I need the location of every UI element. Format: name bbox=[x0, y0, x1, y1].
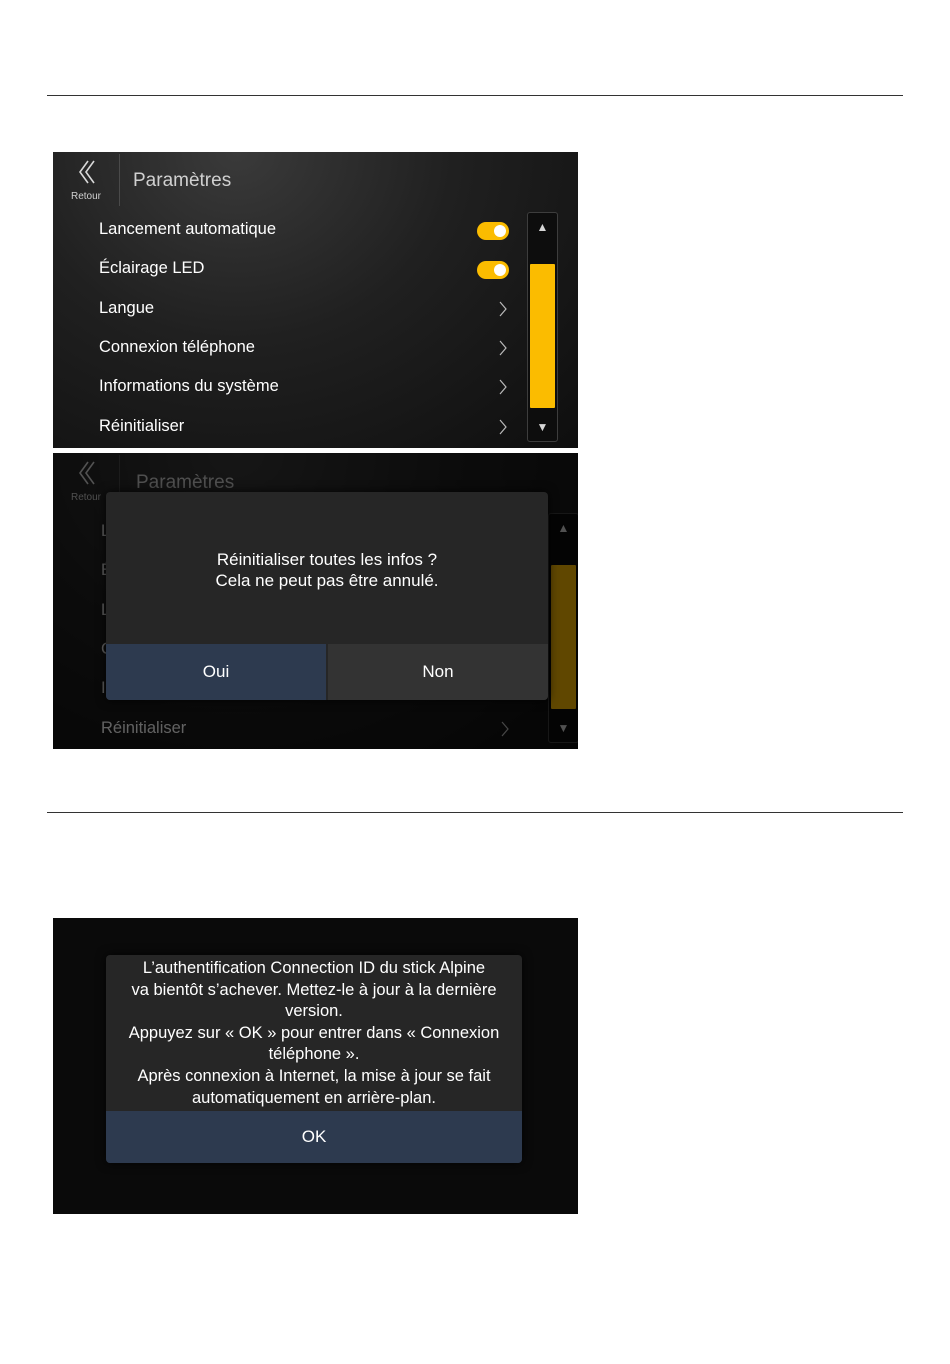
header-divider bbox=[119, 154, 120, 206]
page-title: Paramètres bbox=[133, 170, 232, 191]
no-button[interactable]: Non bbox=[328, 644, 548, 700]
scroll-up-icon[interactable]: ▲ bbox=[536, 220, 549, 234]
yes-button[interactable]: Oui bbox=[106, 644, 326, 700]
settings-item-label: Informations du système bbox=[99, 377, 279, 395]
dialog-message-line: L’authentification Connection ID du stick Alpine bbox=[142, 959, 486, 977]
ok-button[interactable]: OK bbox=[106, 1111, 522, 1163]
chevron-right-icon bbox=[499, 339, 507, 357]
scroll-down-icon[interactable]: ▼ bbox=[536, 420, 549, 434]
chevron-right-icon bbox=[499, 418, 507, 436]
scroll-thumb[interactable] bbox=[530, 264, 555, 408]
dialog-message-line: Après connexion à Internet, la mise à jour se fait bbox=[137, 1066, 491, 1085]
dialog-message-line: va bientôt s’achever. Mettez-le à jour à la dernière bbox=[131, 980, 497, 999]
dialog-message-line: téléphone ». bbox=[268, 1045, 360, 1064]
settings-item-label: Langue bbox=[99, 299, 155, 317]
dialog-message bbox=[106, 958, 522, 1109]
settings-item-label: Réinitialiser bbox=[99, 417, 185, 435]
top-divider bbox=[47, 95, 903, 96]
settings-screen bbox=[53, 152, 578, 448]
back-button[interactable] bbox=[53, 152, 119, 208]
settings-item-led[interactable] bbox=[99, 251, 509, 289]
settings-item-language[interactable] bbox=[99, 291, 509, 329]
scrollbar[interactable] bbox=[527, 212, 558, 442]
dialog-message-line: Cela ne peut pas être annulé. bbox=[215, 571, 439, 590]
dialog-message-line: version. bbox=[285, 1002, 343, 1021]
dialog-message-line: Appuyez sur « OK » pour entrer dans « Connexion bbox=[128, 1023, 500, 1042]
settings-item-label: Connexion téléphone bbox=[99, 338, 255, 356]
dialog-message-line: Réinitialiser toutes les infos ? bbox=[216, 550, 438, 569]
dialog-message-line: automatiquement en arrière-plan. bbox=[192, 1088, 436, 1107]
double-chevron-left-icon bbox=[77, 158, 97, 186]
back-label: Retour bbox=[70, 191, 101, 202]
dialog-message bbox=[106, 549, 548, 591]
chevron-right-icon bbox=[499, 378, 507, 396]
alpine-auth-screen bbox=[53, 918, 578, 1214]
settings-item-auto-launch[interactable] bbox=[99, 212, 509, 250]
chevron-right-icon bbox=[499, 300, 507, 318]
reset-confirm-screen bbox=[53, 453, 578, 749]
settings-item-system-info[interactable] bbox=[99, 369, 509, 407]
settings-item-label: Éclairage LED bbox=[99, 259, 205, 277]
reset-confirm-dialog bbox=[106, 492, 548, 700]
alpine-auth-dialog bbox=[106, 955, 522, 1163]
settings-item-label: Lancement automatique bbox=[99, 220, 277, 238]
auto-launch-toggle[interactable] bbox=[477, 222, 509, 240]
led-toggle[interactable] bbox=[477, 261, 509, 279]
settings-item-phone-connection[interactable] bbox=[99, 330, 509, 368]
settings-item-reset[interactable] bbox=[99, 409, 509, 447]
middle-divider bbox=[47, 812, 903, 813]
